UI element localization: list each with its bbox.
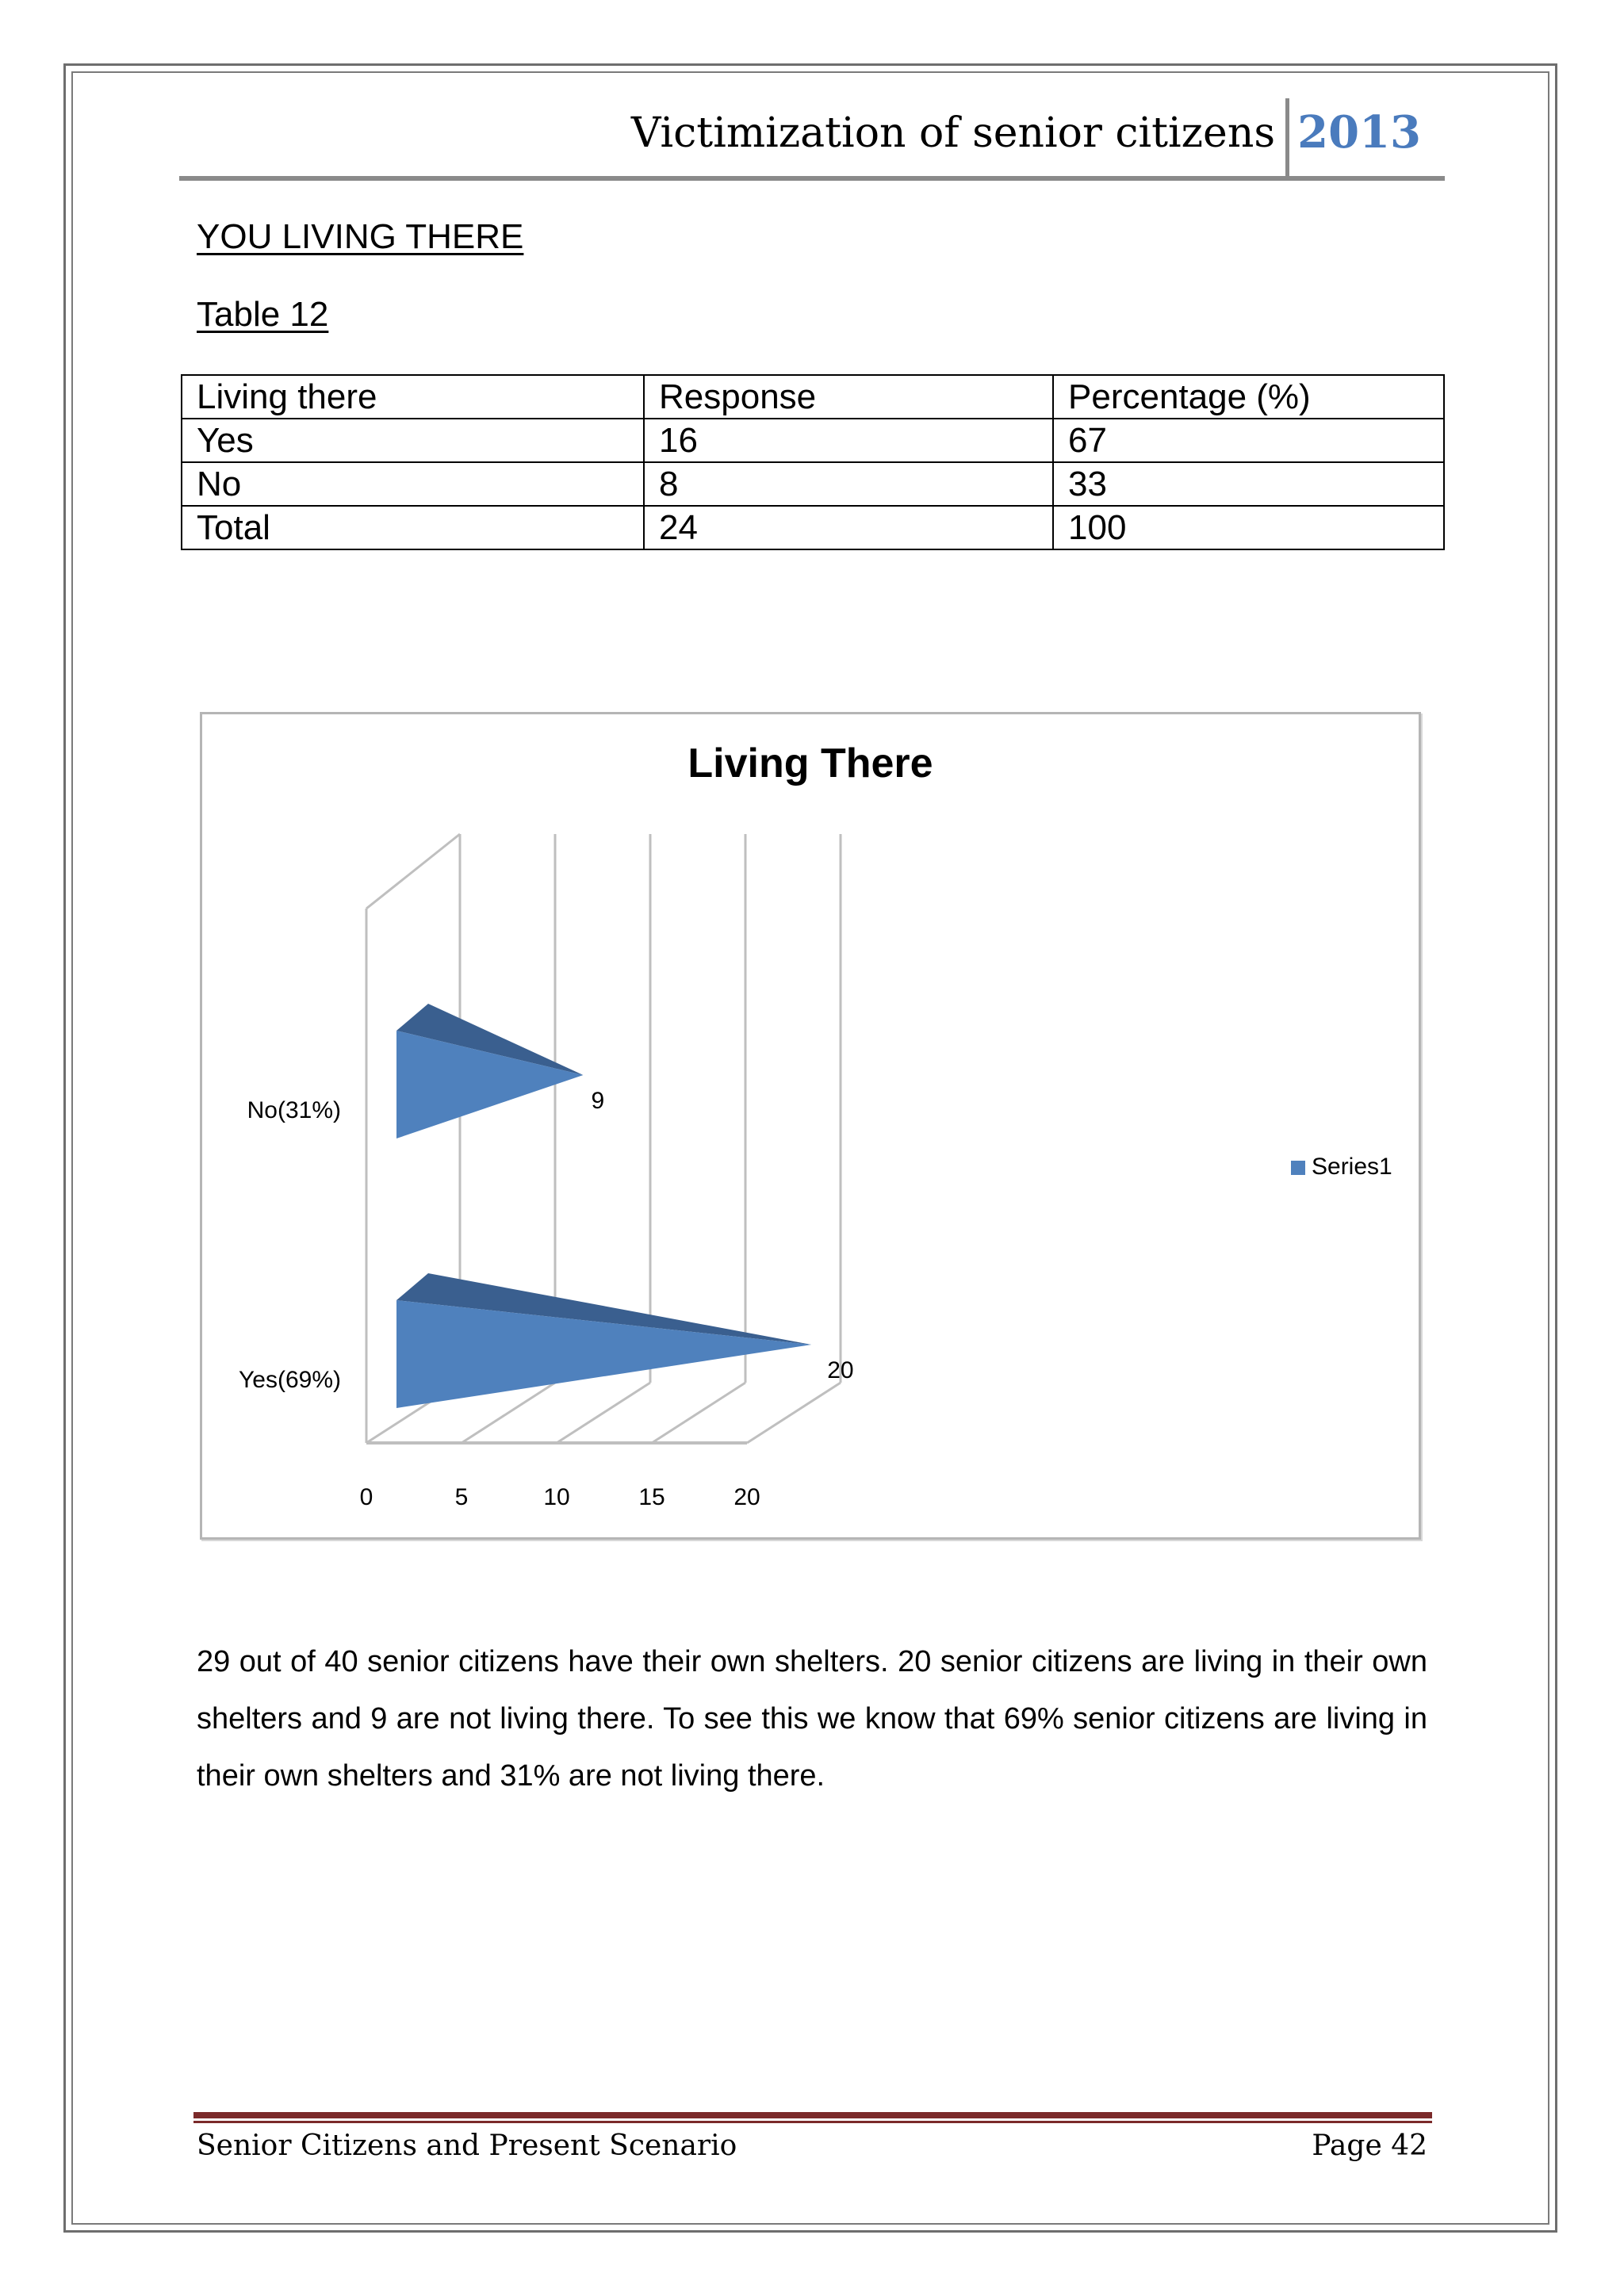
axis-wall-top bbox=[366, 834, 460, 909]
floor-gridline bbox=[557, 1383, 650, 1443]
living-there-chart bbox=[200, 712, 1421, 1540]
legend-label: Series1 bbox=[1312, 1154, 1392, 1180]
header-separator bbox=[1285, 98, 1289, 181]
table-row bbox=[182, 419, 1444, 462]
header-title: Victimization of senior citizens bbox=[630, 109, 1275, 157]
table-header-cell: Response bbox=[644, 375, 1053, 419]
data-label: 20 bbox=[827, 1357, 854, 1383]
table-cell: Total bbox=[182, 506, 644, 549]
table-cell: 8 bbox=[644, 462, 1053, 506]
footer-rule-thin bbox=[193, 2121, 1432, 2123]
data-table bbox=[181, 374, 1445, 550]
table-row bbox=[182, 462, 1444, 506]
chart-title: Living There bbox=[688, 740, 933, 786]
x-tick-label: 20 bbox=[733, 1484, 760, 1510]
table-header-cell: Percentage (%) bbox=[1053, 375, 1444, 419]
floor-gridline bbox=[652, 1383, 745, 1443]
footer-title: Senior Citizens and Present Scenario bbox=[197, 2130, 737, 2162]
legend-swatch bbox=[1291, 1161, 1305, 1175]
header-rule bbox=[179, 176, 1445, 181]
floor-gridline bbox=[747, 1383, 841, 1443]
chart-bars bbox=[396, 1004, 811, 1408]
table-caption: Table 12 bbox=[197, 295, 329, 334]
table-row bbox=[182, 506, 1444, 549]
x-tick-label: 0 bbox=[359, 1484, 373, 1510]
body-paragraph: 29 out of 40 senior citizens have their own shelters. 20 senior citizens are living in their own shelters and 9 are not living there. To see this we know that 69% senior citizens are living in their own shelters and 31% are not living there. bbox=[197, 1645, 1427, 1793]
section-heading: YOU LIVING THERE bbox=[197, 217, 524, 256]
table-cell: 24 bbox=[644, 506, 1053, 549]
x-tick-label: 10 bbox=[543, 1484, 570, 1510]
category-label: No(31%) bbox=[247, 1097, 341, 1123]
header-year: 2013 bbox=[1297, 106, 1421, 159]
table-cell: Yes bbox=[182, 419, 644, 462]
x-tick-label: 5 bbox=[454, 1484, 469, 1510]
page-header bbox=[179, 98, 1445, 181]
footer-page-number: Page 42 bbox=[1312, 2130, 1427, 2162]
category-label: Yes(69%) bbox=[239, 1367, 341, 1393]
footer-rule bbox=[193, 2112, 1432, 2118]
table-header-cell: Living there bbox=[182, 375, 644, 419]
table-cell: 33 bbox=[1053, 462, 1444, 506]
table-cell: No bbox=[182, 462, 644, 506]
table-cell: 100 bbox=[1053, 506, 1444, 549]
table-cell: 67 bbox=[1053, 419, 1444, 462]
x-tick-label: 15 bbox=[638, 1484, 665, 1510]
data-label: 9 bbox=[591, 1088, 605, 1114]
chart-legend bbox=[1291, 1154, 1392, 1180]
table-header-row bbox=[182, 375, 1444, 419]
table-cell: 16 bbox=[644, 419, 1053, 462]
